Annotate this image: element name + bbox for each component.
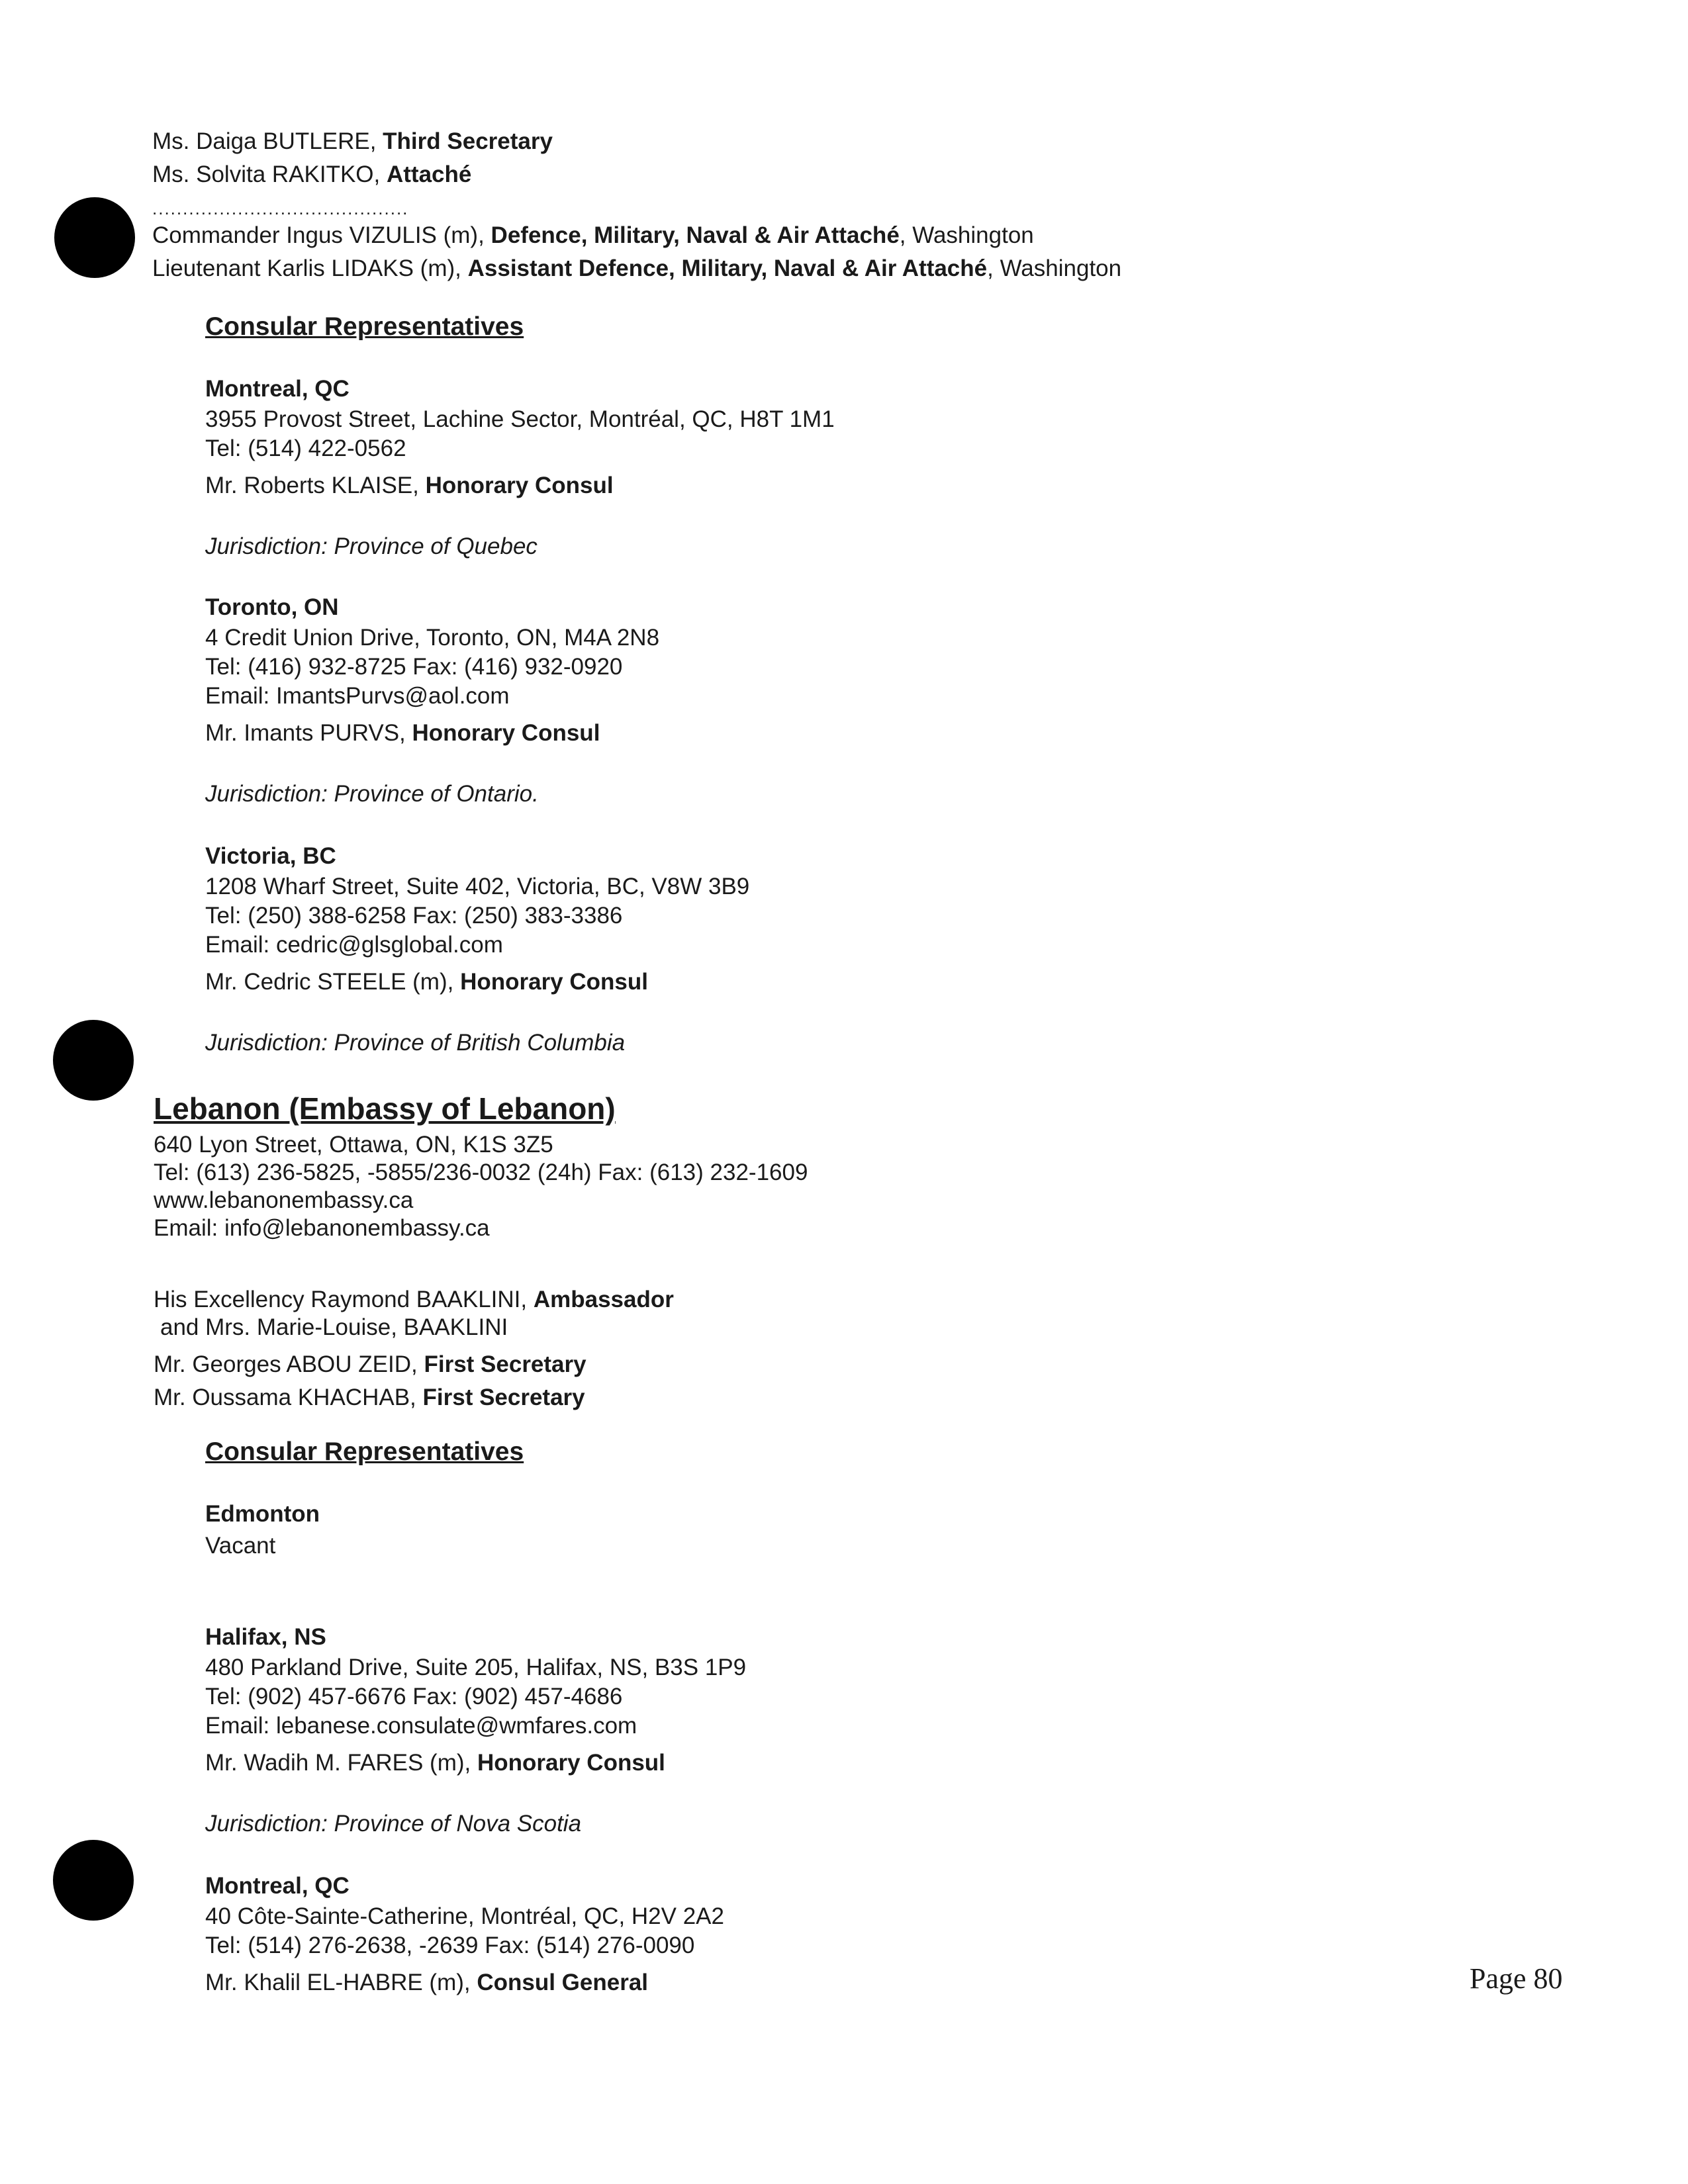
staff-name: Ms. Daiga BUTLERE, <box>152 128 377 154</box>
person-title: Honorary Consul <box>477 1750 665 1776</box>
office-tel: Tel: (250) 388-6258 Fax: (250) 383-3386 <box>205 903 623 929</box>
attache-name: Commander Ingus VIZULIS (m), <box>152 222 485 248</box>
staff-entry <box>154 1288 674 1311</box>
office-city: Montreal, QC <box>205 1873 350 1899</box>
office-person <box>205 1971 648 1994</box>
country-heading: Lebanon (Embassy of Lebanon) <box>154 1091 616 1126</box>
embassy-web: www.lebanonembassy.ca <box>154 1187 414 1213</box>
consular-heading: Consular Representatives <box>205 1437 524 1466</box>
office-person <box>205 1751 665 1774</box>
staff-entry <box>152 130 553 153</box>
office-city: Halifax, NS <box>205 1624 326 1650</box>
office-jurisdiction: Jurisdiction: Province of Nova Scotia <box>205 1811 582 1837</box>
dotted-separator: .......................................... <box>152 199 409 218</box>
staff-title: Ambassador <box>533 1287 674 1312</box>
staff-name: His Excellency Raymond BAAKLINI, <box>154 1287 528 1312</box>
person-name: Mr. Khalil EL-HABRE (m), <box>205 1970 471 1995</box>
office-tel: Tel: (902) 457-6676 Fax: (902) 457-4686 <box>205 1684 623 1709</box>
attache-title: Assistant Defence, Military, Naval & Air Attaché <box>467 255 988 281</box>
punch-hole-top <box>54 197 135 278</box>
person-name: Mr. Wadih M. FARES (m), <box>205 1750 471 1776</box>
person-title: Honorary Consul <box>425 473 614 498</box>
office-status: Vacant <box>205 1533 276 1559</box>
staff-title: First Secretary <box>422 1385 585 1410</box>
office-email: Email: lebanese.consulate@wmfares.com <box>205 1713 637 1739</box>
office-city: Edmonton <box>205 1501 320 1527</box>
person-name: Mr. Roberts KLAISE, <box>205 473 419 498</box>
office-email: Email: ImantsPurvs@aol.com <box>205 683 510 709</box>
staff-title: First Secretary <box>424 1351 586 1377</box>
attache-entry <box>152 257 1121 280</box>
staff-name: Mr. Oussama KHACHAB, <box>154 1385 416 1410</box>
office-city: Montreal, QC <box>205 376 350 402</box>
punch-hole-bottom <box>53 1840 134 1921</box>
office-tel: Tel: (416) 932-8725 Fax: (416) 932-0920 <box>205 654 623 680</box>
staff-entry <box>152 163 471 186</box>
office-address: 40 Côte-Sainte-Catherine, Montréal, QC, H2V 2A2 <box>205 1903 724 1929</box>
office-person <box>205 721 600 745</box>
attache-location: , Washington <box>899 222 1034 248</box>
person-title: Honorary Consul <box>412 720 600 746</box>
office-address: 4 Credit Union Drive, Toronto, ON, M4A 2N8 <box>205 625 660 651</box>
staff-title: Attaché <box>386 161 472 187</box>
consular-heading: Consular Representatives <box>205 312 524 341</box>
attache-entry <box>152 224 1034 247</box>
office-tel: Tel: (514) 276-2638, -2639 Fax: (514) 276-0090 <box>205 1933 695 1958</box>
office-jurisdiction: Jurisdiction: Province of Quebec <box>205 533 538 559</box>
person-name: Mr. Imants PURVS, <box>205 720 406 746</box>
embassy-email: Email: info@lebanonembassy.ca <box>154 1215 490 1241</box>
attache-name: Lieutenant Karlis LIDAKS (m), <box>152 255 461 281</box>
punch-hole-middle <box>53 1020 134 1101</box>
embassy-address: 640 Lyon Street, Ottawa, ON, K1S 3Z5 <box>154 1132 553 1158</box>
person-title: Honorary Consul <box>460 969 648 995</box>
staff-entry <box>154 1386 585 1409</box>
page-number: Page 80 <box>1470 1962 1563 1995</box>
attache-title: Defence, Military, Naval & Air Attaché <box>491 222 900 248</box>
office-email: Email: cedric@glsglobal.com <box>205 932 503 958</box>
office-address: 3955 Provost Street, Lachine Sector, Montréal, QC, H8T 1M1 <box>205 406 835 432</box>
office-address: 480 Parkland Drive, Suite 205, Halifax, NS, B3S 1P9 <box>205 1655 747 1680</box>
office-city: Toronto, ON <box>205 594 339 620</box>
attache-location: , Washington <box>987 255 1122 281</box>
staff-entry <box>160 1316 508 1339</box>
office-jurisdiction: Jurisdiction: Province of Ontario. <box>205 781 539 807</box>
office-jurisdiction: Jurisdiction: Province of British Columbia <box>205 1030 626 1056</box>
staff-name: Mr. Georges ABOU ZEID, <box>154 1351 418 1377</box>
staff-title: Third Secretary <box>383 128 553 154</box>
embassy-tel: Tel: (613) 236-5825, -5855/236-0032 (24h) Fax: (613) 232-1609 <box>154 1160 808 1185</box>
staff-name: Ms. Solvita RAKITKO, <box>152 161 381 187</box>
staff-entry <box>154 1353 586 1376</box>
person-title: Consul General <box>477 1970 649 1995</box>
office-address: 1208 Wharf Street, Suite 402, Victoria, BC, V8W 3B9 <box>205 874 750 899</box>
office-city: Victoria, BC <box>205 843 336 869</box>
office-person <box>205 474 614 497</box>
staff-name: and Mrs. Marie-Louise, BAAKLINI <box>160 1314 508 1340</box>
office-tel: Tel: (514) 422-0562 <box>205 435 406 461</box>
person-name: Mr. Cedric STEELE (m), <box>205 969 454 995</box>
office-person <box>205 970 648 993</box>
